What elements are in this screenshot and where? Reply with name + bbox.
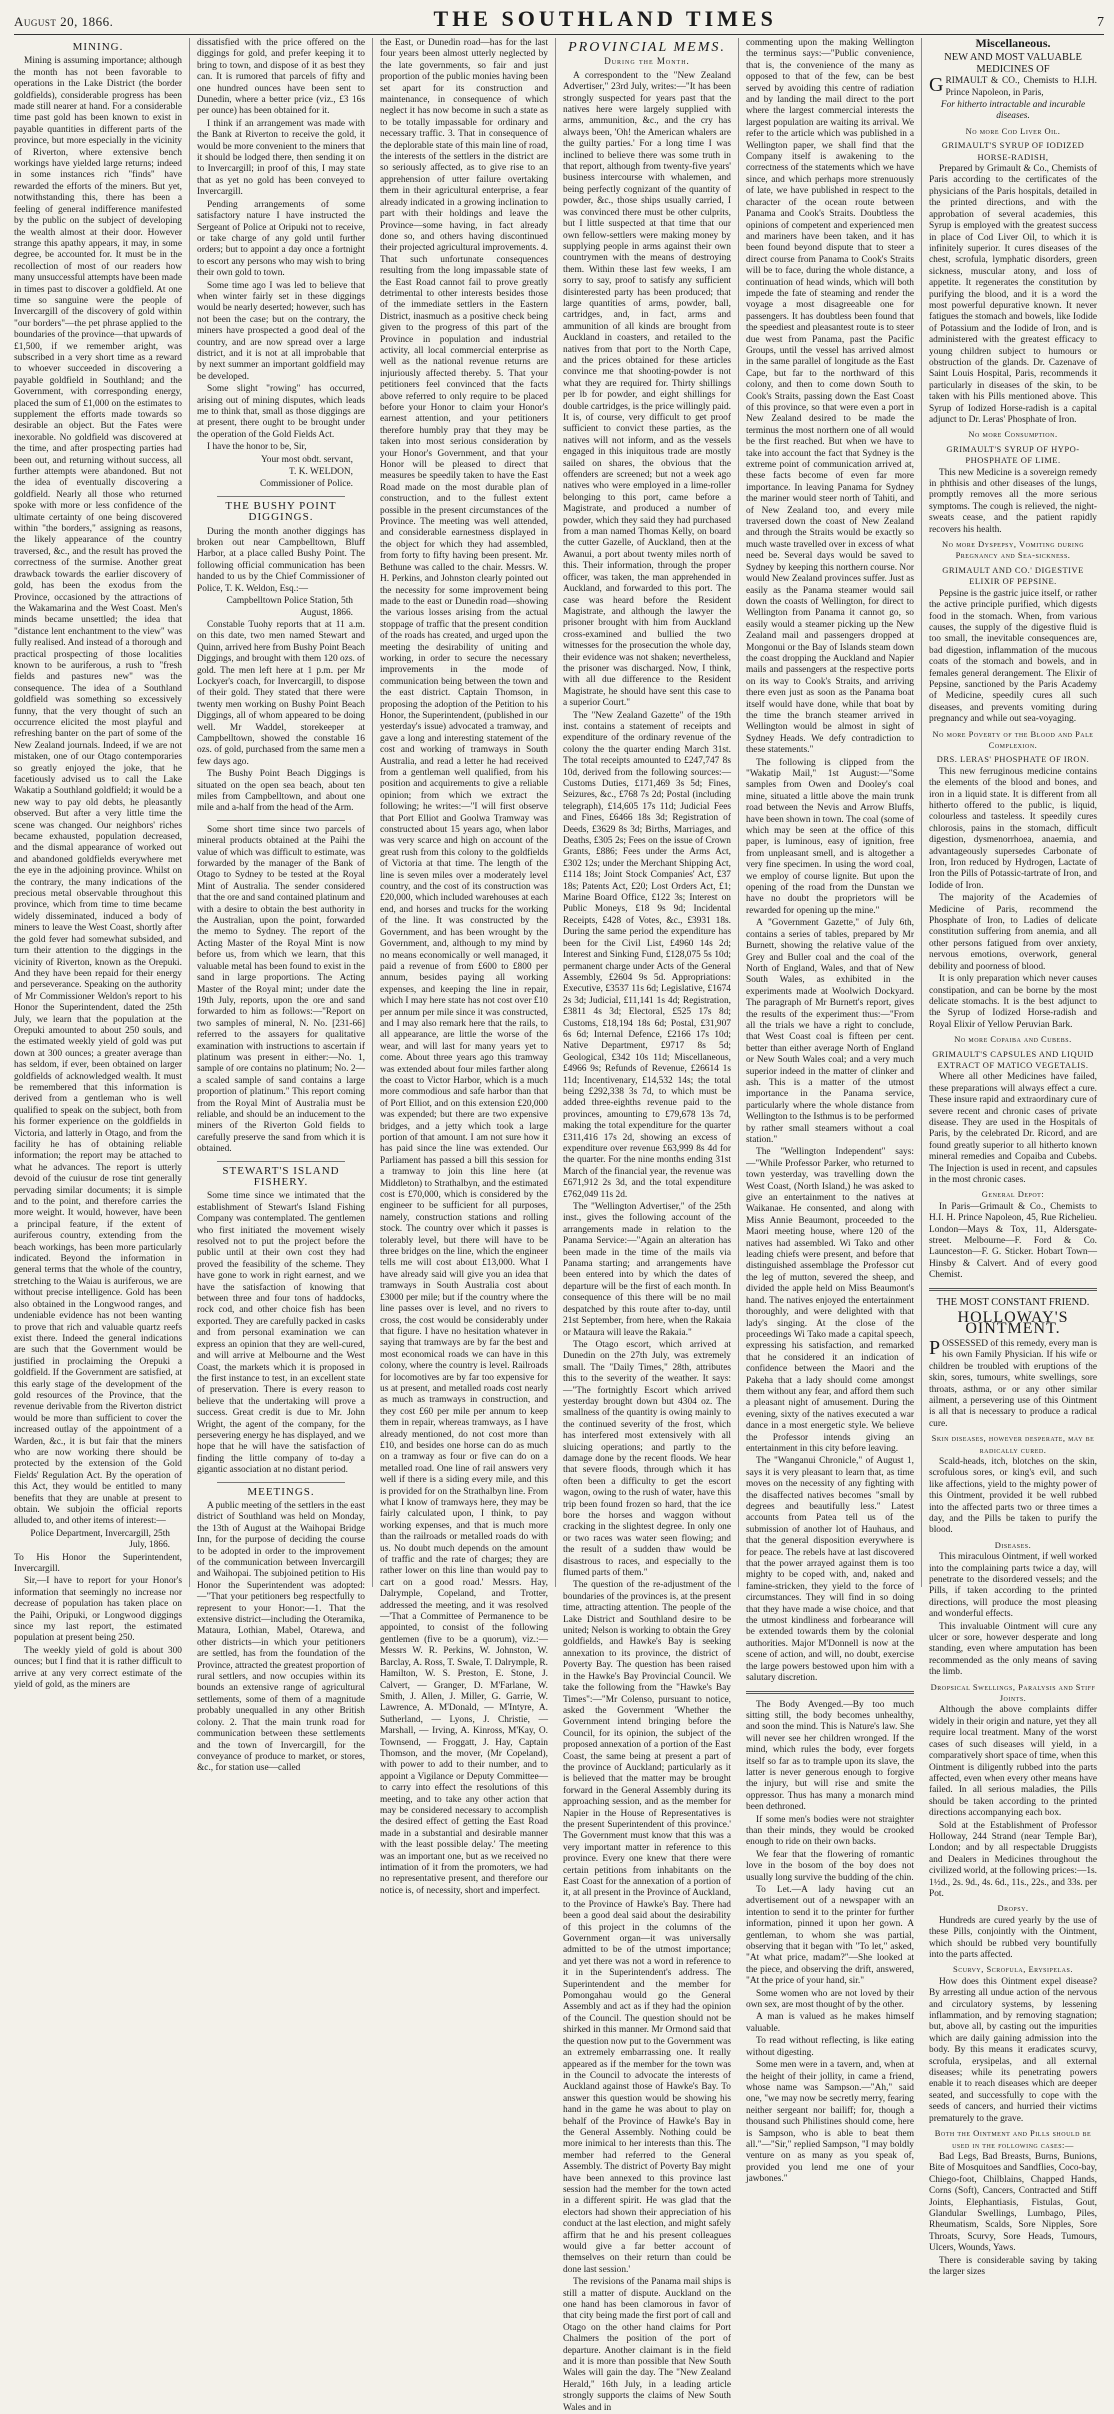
divider	[217, 1161, 345, 1162]
divider	[929, 1288, 1097, 1291]
newspaper-title: THE SOUTHLAND TIMES	[433, 6, 777, 31]
signature-line: Your most obdt. servant,	[260, 454, 353, 465]
article-paragraph: During the month another diggings has broken out near Campbelltown, Bluff Harbor, at a place called Bushy Point. The following official communication has been handed to us by the Chief Commissioner of Police, T. K. Weldon, Esq.:—	[197, 526, 365, 594]
article-paragraph: Pending arrangements of some satisfactory nature I have instructed the Sergeant of Police at Oripuki not to receive, or take charge of any gold until further orders; but to appoint a day once a fortnight to escort any persons who may wish to bring their own gold to town.	[197, 199, 365, 279]
advert-subheading: GRIMAULT'S SYRUP OF IODIZED HORSE-RADISH,	[941, 140, 1085, 162]
article-paragraph: Constable Tuohy reports that at 11 a.m. on this date, two men named Stewart and Quinn, arrived here from Bushy Point Beach Diggings, and brought with them 120 ozs. of gold. The men left here at 1 p.m. per Mr Lockyer's coach, for Invercargill, to dispose of their gold. They stated that there were twenty men working on Bushy Point Beach Diggings, all of whom appeared to be doing well. Mr Waddel, storekeeper at Campbelltown, showed the constable 16 ozs. of gold, purchased from the same men a few days ago.	[197, 619, 365, 767]
divider	[217, 1482, 345, 1483]
miscellaneous-heading: Miscellaneous.	[975, 36, 1051, 50]
advert-paragraph: Where all other Medicines have failed, these preparations will always effect a cure. These insure rapid and extraordinary cure of severe recent and chronic cases of private disease. They are used in the Hospitals of Paris, by the celebrated Dr. Ricord, and are found greatly superior to all hitherto known mineral remedies and Copaiba and Cubebs. The Injection is used in recent, and capsules in the most chronic cases.	[929, 1072, 1097, 1185]
column-1	[14, 38, 189, 1691]
article-paragraph: Some women who are not loved by their own sex, are most thought of by the other.	[746, 1988, 914, 2011]
mining-heading: MINING.	[72, 41, 124, 53]
article-paragraph: The "Wellington Advertiser," of the 25th inst., gives the following account of the arrangements made in relation to the Panama Service:—"Again an alteration has been made in the time of the mails via Panama starting; and arrangements have been entered into by which the dates of departure will be the first of each month. In consequence of this there will be no mail despatched by this route after to-day, until 21st September, from here, when the Rakaia or Mataura will leave the Rakaia."	[563, 1202, 731, 1338]
advert-paragraph: Scald-heads, itch, blotches on the skin, scrofulous sores, or king's evil, and such like affections, yield to the mighty power of this Ointment, provided it be well rubbed into the affected parts two or three times a day, and the Pills be taken to purify the blood.	[929, 1456, 1097, 1536]
article-paragraph: The Body Avenged.—By too much sitting still, the body becomes unhealthy, and soon the mind. This is Nature's law. She will never see her children wronged. If the mind, which rules the body, ever forgets itself so far as to trample upon its slave, the latter is never generous enough to forgive the injury, but will rise and smite the oppressor. Thus has many a monarch mind been dethroned.	[746, 1699, 914, 1813]
advert-subheading: Scurvy, Scrofula, Erysipelas.	[953, 1964, 1073, 1975]
article-paragraph: We fear that the flowering of romantic love in the bosom of the boy does not usually long survive the budding of the chin.	[746, 1849, 914, 1883]
article-paragraph: A man is valued as he makes himself valuable.	[746, 2012, 914, 2034]
advert-paragraph: The majority of the Academies of Medicine of Paris, recommend the Phosphate of Iron, to Ladies of delicate constitution suffering from anemia, and all other persons fatigued from over anxiety, nervous emotions, overwork, general debility and poorness of blood.	[929, 893, 1097, 972]
article-paragraph: The Bushy Point Beach Diggings is situated on the open sea beach, about ten miles from Campbelltown, and about one mile and a-half from the head of the Arm.	[197, 769, 365, 814]
advert-subheading: Skin diseases, however desperate, may be radically cured.	[931, 1433, 1095, 1455]
article-paragraph: commenting upon the making Wellington the terminus says:—"Public convenience, that is, the convenience of the many as opposed to that of the few, can be best served by avoiding this centre of radiation and by landing the mail direct to the port where the largest commercial interests the largest population are waiting its arrival. We refer to the article which was published in a Wellington paper, we shall find that the Company itself is awakening to the correctness of the statements which we have since, and which perhaps more strenuously of late, we have published in respect to the character of the ocean route between Panama and Cook's Straits. Doubtless the opinions of competent and experienced men and mariners have been taken, and it has been found beyond dispute that to steer a direct course from Panama to Cook's Straits will be to face, during the whole distance, a continuation of head winds, which will both impede the fate of steaming and render the voyage a most disagreeable one for passengers. It has doubtless been found that the speediest and pleasantest route is to steer due west from Panama, past the Pacific Groups, until the vessel has arrived almost in the same parallel of longitude as the East Cape, but far to the northward of this colony, and then to come down South to Cook's Straits, passing down the East Coast of this province, so that were even a port in New Zealand desired to be made the terminus the most northern one of all would be the first reached. But when we have to take into account the fact that Sydney is the extreme point of communication arrived at, these facts become of even far more importance. In leaving Panama for Sydney the mariner would steer north of Tahiti, and of New Zealand too, and every mile traversed down the coast of New Zealand and through the Straits would be exactly so much waste travelled over in excess of what need be. Several days would be saved to Sydney by keeping this northern course. Nor would New Zealand provinces suffer. Just as easily as the Panama steamer would sail down the coasts of Wellington, for direct to Wellington from Panama it cannot go, so easily would a steamer picking up the New Zealand mail and passengers dropped at Mongonui or the Bay of Islands steam down the coast dropping the Auckland and Napier mails and passengers at the respective ports on its way to Cook's Straits, and arriving there even just as soon as the Panama boat itself would have done, while that boat by the time the branch steamer arrived in Wellington would be almost in sight of Sydney Heads. We defy contradiction to these statements."	[746, 38, 914, 756]
advert-subheading: Diseases.	[994, 1539, 1032, 1550]
letter-dateline: Campbelltown Police Station, 5th August, 1866.	[226, 596, 353, 618]
advert-subheading: Dropsy.	[997, 1903, 1029, 1914]
advert-subheading: GRIMAULT AND CO.' DIGESTIVE ELIXIR OF PEPSINE.	[942, 564, 1084, 587]
advert-paragraph: There is considerable saving by taking the larger sizes	[929, 2255, 1097, 2277]
advert-paragraph: This new ferruginous medicine contains the elements of the blood and bones, and iron in a liquid state. It is different from all hitherto offered to the public, is liquid, colourless and tasteless. It speedily cures chlorosis, pains in the stomach, difficult digestion, dysmenorrhoea, anaemia, and advantageously supersedes Carbonate of Iron, Iron reduced by Hydrogen, Lactate of Iron the Pills of Potassic-tartrate of Iron, and Iodide of Iron.	[929, 766, 1097, 891]
column-3	[372, 38, 555, 1896]
advert-line: GRIMAULT & CO., Chemists to H.I.H. Prince Napoleon, in Paris,	[929, 74, 1097, 98]
advert-heading: NEW AND MOST VALUABLE MEDICINES OF	[944, 52, 1082, 75]
article-paragraph: Some short time since two parcels of mineral products obtained at the Paihi the value of which was difficult to estimate, was forwarded by the manager of the Bank of Otago to Sydney to be tested at the Royal Mint of Australia. The sender considered that the ore and sand contained platinum and with a desire to obtain the best authority in the Australian, upon the point, forwarded the memo to Sydney. The report of the Acting Master of the Royal Mint is now before us, from which we learn, that this valuable metal has been found to exist in the sand in large proportions. The Acting Master of the Royal mint; under date the 19th July, reports, upon the ore and sand forwarded to him as follows:—"Report on two samples of mineral, N. No. [231-66] referred to the assayers for qualitative examination with instructions to ascertain if platinum was present in either:—No. 1, sample of ore contains no platinum; No. 2—a scaled sample of sand contains a large proportion of platinum." This report coming from the Royal Mint of Australia must be reliable, and should be an inducement to the miners of the Riverton Gold fields to carefully preserve the sand from which it is obtained.	[197, 824, 365, 1155]
article-paragraph: The following is clipped from the "Wakatip Mail," 1st August:—"Some samples from Owen and Dooley's coal mine, situated a little above the main trunk road between the Nevis and Arrow Bluffs, have been shown in town. The coal (some of which may be seen at the office of this paper, is luminous, easy of ignition, free from unpleasant smell, and is altogether a very fine specimen. In using the word coal, we employ of course lignite. But upon the opening of the road from the Dunstan we have no doubt the proprietors will be rewarded for opening up the mine."	[746, 757, 914, 916]
columns	[14, 36, 1104, 2413]
article-paragraph: The "Wanganui Chronicle," of August 1, says it is very pleasant to learn that, as time moves on the necessity of any fighting with the disaffected natives becomes "small by degrees and beautifully less." Latest accounts from Patea tell us of the submission of another lot of Hauhaus, and that the general disposition everywhere is for peace. The rebels have at last discovered that the power arrayed against them is too mighty to be coped with, and, naked and famine-stricken, they yield to the force of circumstances. They will find in so doing that they have made a wise choice, and that the utmost kindliness and forbearance will be extended towards them by the colonial authorities. Major M'Donnell is now at the scene of action, and will, no doubt, exercise the large powers bestowed upon him with a salutary discretion.	[746, 1456, 914, 1684]
article-paragraph: The revisions of the Panama mail ships is still a matter of dispute. Auckland on the one hand has been clamorous in favor of that city being made the first port of call and Otago on the other hand claims for Port Chalmers the position of the port of departure. Another claimant is in the field and it is more than possible that New South Wales will gain the day. The "New Zealand Herald," 16th July, in a leading article strongly supports the claims of New South Wales and in	[563, 2277, 731, 2413]
provincial-mems-heading: PROVINCIAL MEMS.	[568, 40, 726, 55]
column-4	[555, 38, 738, 2413]
advert-paragraph: In Paris—Grimault & Co., Chemists to H.I. H. Prince Napoleon, 45, Rue Richelieu. London—Mays & Tox, 11, Aldersgate-street. Melbourne—F. Ford & Co. Launceston—F. G. Sticker. Hobart Town—Hinsby & Calvert. And of every good Chemist.	[929, 1201, 1097, 1281]
signature-title: Commissioner of Police.	[260, 479, 353, 490]
article-paragraph: The "Wellington Independent" says:—"While Professor Parker, who returned to town yesterday, was travelling down the West Coast, (North Island,) he was asked to give an entertainment to the natives at Waikanae. He consented, and along with Miss Annie Beaumont, proceeded to the Maori meeting house, where 120 of the natives had assembled. Wi Tako and other leading chiefs were present, and before that distinguished assemblage the Professor cut the leg of mutton, severed the sheep, and divided the apple held on Miss Beaumont's hand. The natives enjoyed the entertainment thoroughly, and were delighted with that lady's singing. At the close of the proceedings Wi Tako made a capital speech, expressing his satisfaction, and remarked that he considered it an indication of confidence between the Maori and the Pakeha that a lady should come amongst them without any fear, and afford them such a pleasant night of amusement. During the evening, sixty of the natives executed a war dance in a most energetic style. We believe the Professor intends giving an entertainment in this city before leaving.	[746, 1147, 914, 1454]
article-paragraph: A correspondent to the "New Zealand Advertiser," 23rd July, writes:—"It has been strongly suspected for years past that the natives here were largely supplied with arms, ammunition, &c., and the cry has always been, 'Oh! the American whalers are the guilty parties.' For a long time I was inclined to believe there was some truth in that report, although from twenty-five years' business intercourse with whalemen, and being perfectly cognizant of the quantity of powder, &c., those ships usually carried, I was convinced there must be other culprits, but I little suspected at that time that our own fellow-settlers were making money by supplying people in arms against their own countrymen with the means of destroying them. Within these last few weeks, I am sorry to say, proof to satisfy any sufficient disinterested party has been produced; that large quantities of arms, powder, ball, cartridges, and, in fact, arms and ammunition of all kinds are brought from Auckland in coasters, and retailed to the natives from that port to the North Cape, and the prices obtained for these articles convince me that shooting-powder is not what they are required for. Thirty shillings per lb for powder, and eight shillings for double cartridges, is the price willingly paid. It is, of course, very difficult to get proof sufficient to convict these parties, as the natives will not inform, and as the vessels engaged in this iniquitous trade are mostly sailed on shares, the obvious that the offenders are screened; but not a week ago natives who were employed in a lime-roller belonging to this port, came before a Magistrate, and produced a number of powder, which they said they had purchased from a man named Thomas Kelly, on board the cutter Gazelle, of Auckland, then at the Awanui, a port about twenty miles north of this. Their information, through the proper officer, was taken, the man apprehended in Auckland, and forwarded to this port. The case was heard before the Resident Magistrate, and although the lawyer the prisoner brought with him from Auckland cross-examined and bullied the two witnesses for the prosecution the whole day, their evidence was not shaken; nevertheless, the prisoner was discharged. Now, I think, with all due difference to the Resident Magistrate, he should have sent this case to a superior Court."	[563, 70, 731, 709]
article-paragraph: Some time since we intimated that the establishment of Stewart's Island Fishing Company was contemplated. The gentlemen who first initiated the movement wisely resolved not to put the project before the public until at their own cost they had proved the feasibility of the scheme. They have gone to work in right earnest, and we have the satisfaction of knowing that between three and four tons of haddocks, rock cod, and other choice fish has been exported. They are carefully packed in casks and from personal examination we can express an opinion that they are well-cured, and will arrive at Melbourne and the West Coast, the markets which it is proposed in the first instance to test, in an excellent state of preservation. There is every reason to believe that the undertaking will prove a success. Great credit is due to Mr. John Wright, the agent of the company, for the persevering energy he has displayed, and we hope that he will have the satisfaction of finding the little company of to-day a gigantic association at no distant period.	[197, 1191, 365, 1476]
advert-paragraph: Bad Legs, Bad Breasts, Burns, Bunions, Bite of Mosquitoes and Sandflies, Coco-bay, Chiego-foot, Chilblains, Chapped Hands, Corns (Soft), Cancers, Contracted and Stiff Joints, Elephantiasis, Fistulas, Gout, Glandular Swellings, Lumbago, Piles, Rheumatism, Scalds, Sore Nipples, Sore Throats, Scurvy, Sore Heads, Tumours, Ulcers, Wounds, Yaws.	[929, 2151, 1097, 2254]
advert-paragraph: It is only preparation which never causes constipation, and can be borne by the most delicate stomachs. It is the best adjunct to the Syrup of Iodized Horse-radish and Royal Elixir of Yellow Peruvian Bark.	[929, 974, 1097, 1030]
advert-subheading: DRS. LERAS' PHOSPHATE OF IRON.	[936, 754, 1090, 765]
advert-subheading: GRIMAULT'S CAPSULES AND LIQUID EXTRACT OF MATICO VEGETALIS.	[932, 1048, 1094, 1070]
article-paragraph: If some men's bodies were not straighter than their minds, they would be crooked enough to ride on their own backs.	[746, 1814, 914, 1848]
article-paragraph: The Otago escort, which arrived at Dunedin on the 27th July, was extremely small. The "Daily Times," 28th, attributes this to the severity of the weather. It says:—"The fortnightly Escort which arrived yesterday brought down but 4304 oz. The smallness of the quantity is owing mainly to the continued severity of the frost, which has interfered most extensively with all sluicing operations; and partly to the damage done by the recent floods. We hear that severe floods, through which it has often been a difficulty to get the escort wagon, owing to the rush of water, have this trip been found frozen so hard, that the ice bore the horses and waggon without cracking in the slightest degree. In only one or two races was water seen flowing; and the result of a sudden thaw would be disastrous to races, and especially to the flumed parts of them."	[563, 1339, 731, 1579]
column-2	[189, 38, 372, 1774]
letter-dateline: Police Department, Invercargill, 25th July, 1866.	[30, 1528, 170, 1551]
article-paragraph: To Let.—A lady having cut an advertisement out of a newspaper with an intention to send it to the printer for further information, pinned it upon her gown. A gentleman, to whom she was partial, observing that it began with "To let," asked, "At what price, madam?"—She looked at the piece, and observing the drift, answered, "At the price of your hand, sir."	[746, 1885, 914, 1987]
divider	[746, 1691, 914, 1694]
signature-name: T. K. WELDON,	[289, 467, 353, 478]
advert-paragraph: How does this Ointment expel disease? By arresting all undue action of the nervous and circulatory systems, by lessening inflammation, and by removing stagnation; but, above all, by casting out the impurities which are daily gaining admission into the body. By this means it eradicates scurvy, scrofula, erysipelas, and all external diseases; while its penetrating powers enable it to reach diseases which are deeper seated, and successfully to cope with the seeds of cancers, and hurried their victims prematurely to the grave.	[929, 1976, 1097, 2124]
advert-paragraph: Pepsine is the gastric juice itself, or rather the active principle purified, which digests food in the stomach. When, from various causes, the supply of the digestive fluid is too small, the inevitable consequences are, bad digestion, inflammation of the mucous coats of the stomach and bowels, and in females general derangement. The Elixir of Pepsine, sanctioned by the Paris Academy of Medicine, speedily cures all such diseases, and prevents vomiting during pregnancy and while out sea-voyaging.	[929, 588, 1097, 725]
holloway-title: HOLLOWAY'S OINTMENT.	[957, 1309, 1069, 1338]
article-paragraph: The question of the re-adjustment of the boundaries of the provinces is, at the present time, attracting attention. The people of the Lake District and Southland desire to be united; Nelson is working to obtain the Grey goldfields, and Hawke's Bay is seeking annexation to its province, the district of Poverty Bay. The question has been raised in the Hawke's Bay Provincial Council. We take the following from the "Hawke's Bay Times":—"Mr Colenso, pursuant to notice, asked the Government 'Whether the Government intend bringing before the Council, for its opinion, the subject of the proposed annexation of a portion of the East Coast, the same being at present a part of the province of Auckland; particularly as it is believed that the matter may be brought forward in the General Assembly during its approaching session, and as the member for Napier in the House of Representatives is the present Superintendent of this province.' The Government must know that this was a very important matter in reference to this province. Every one knew that there were certain petitions from inhabitants on the East Coast for the annexation of a portion of it, at all present in the Province of Auckland, to the Province of Hawke's Bay. There had been a good deal said about the desirability of this project in the columns of the Government organ—it was universally admitted to be of the utmost importance; and yet there was not a word in reference to it in the Superintendent's address. The Superintendent and the member for Pomongahau would go the General Assembly and act as if they had the opinion of the Council. The question should not be shirked in this manner. Mr Ormond said that the question now put to the Government was an extremely embarrassing one. It really appeared as if the member for the town was in the Council to advocate the interests of Auckland against those of Hawke's Bay. To answer this question would be showing his hand in the game he was about to play on behalf of the Province of Hawke's Bay in the General Assembly. Nothing could be more inimical to her interests than this. The member had referred to the General Assembly. The district of Poverty Bay might have been annexed to this province last session had the member for the town acted in a different spirit. He was glad that the electors had shown their appreciation of his conduct at the last election, and might safely affirm that he and his present colleagues would give a far better account of themselves on their return than could be done last session.'	[563, 1580, 731, 2275]
article-paragraph: A public meeting of the settlers in the east district of Southland was held on Monday, the 13th of August at the Waihopai Bridge Inn, for the purpose of deciding the course to be adopted in order to the improvement of the communication between Invercargill and Waihopai. The subjoined petition to His Honor the Superintendent was adopted:—"That your petitioners beg respectfully to represent to your Honor:—1. That the extensive district—including the Oteramika, Mataura, Lothian, Mabel, Otarewa, and other districts—in which your petitioners are settled, has from the foundation of the Province, attracted the greatest proportion of rural settlers, and now occupies within its bounds an extensive range of agricultural settlements, some of them of a magnitude probably unequalled in any other British colony. 2. That the main trunk road for communication between these settlements and the town of Invercargill, for the conveyance of produce to market, or stores, &c., for station use—called	[197, 1500, 365, 1774]
meetings-heading: MEETINGS.	[247, 1485, 315, 1498]
issue-date: August 20, 1866.	[14, 14, 114, 29]
article-paragraph: Some time ago I was led to believe that when winter fairly set in these diggings would be nearly deserted; however, such has not been the case; but on the contrary, the miners have prospected a good deal of the country, and are now spread over a large district, and it is not at all improbable that by next summer an important goldfield may be developed.	[197, 280, 365, 382]
letter-address: To His Honor the Superintendent, Invercargill.	[14, 1552, 182, 1575]
article-paragraph: The weekly yield of gold is about 300 ounces; but I find that it is rather difficult to arrive at any very correct estimate of the yield of gold, as the miners are	[14, 1645, 182, 1691]
advert-subheading: No more Dyspepsy, Vomiting during Pregnancy and Sea-sickness.	[941, 539, 1085, 561]
article-paragraph: dissatisfied with the price offered on the diggings for gold, and prefer keeping it to bring to town, and dispose of it as best they can. It is rumored that parcels of fifty and one hundred ounces have been sent to Dunedin, where a better price (viz., £3 16s per ounce) has been obtained for it.	[197, 38, 365, 117]
advert-paragraph: Prepared by Grimault & Co., Chemists of Paris according to the certificates of the physicians of the Paris hospitals, detailed in the printed directions, and with the approbation of several academies, this Syrup is employed with the greatest success in place of Cod Liver Oil, to which it is infinitely superior. It cures diseases of the chest, scrofula, lymphatic disorders, green sickness, muscular atony, and loss of appetite. It regenerates the constitution by purifying the blood, and it is a word the most powerful depurative known. It never fatigues the stomach and bowels, like Iodide of Potassium and the Iodide of Iron, and is administered with the greatest efficacy to young children subject to humours or obstruction of the glands. Dr. Cazenave of Saint Louis Hospital, Paris, recommends it particularly in diseases of the skin, to be taken with his Pills mentioned above. This Syrup of Iodized Horse-radish is a capital adjunct to Dr. Leras' Phosphate of Iron.	[929, 164, 1097, 425]
article-paragraph: The "New Zealand Gazette" of the 19th inst. contains a statement of receipts and expenditure of the ordinary revenue of the colony the the quarter ending March 31st. The total receipts amounted to £247,747 8s 10d, derived from the following sources:—Customs Duties, £171,469 3s 5d; Fines, Seizures, &c., £768 7s 2d; Postal (including telegraph), £14,605 17s 11d; Judicial Fees and Fines, £6466 18s 3d; Registration of Deeds, £3629 8s 3d; Births, Marriages, and Deaths, £305 2s; Fees on the issue of Crown Grants, £886; Fees under the Arms Act, £302 12s; under the Merchant Shipping Act, £114 18s; Joint Stock Companies' Act, £37 18s; Patents Act, £20; Lost Orders Act, £1; Marine Board Office, £122 3s; Interest on Public Moneys, £18 9s 9d; Incidental Receipts, £428 of Votes, &c., £3931 18s. During the same period the expenditure has been for the Civil List, £4960 14s 2d; Interest and Sinking Fund, £128,075 5s 10d; permanent charge under Acts of the General Assembly, £2604 9s 5d. Appropriations: Executive, £3537 11s 6d; Legislative, £1674 2s 3d; Judicial, £11,141 1s 4d; Registration, £3811 4s 3d; Electoral, £525 17s 8d; Customs, £18,194 18s 6d; Postal, £31,907 6s 6d; Internal Defence, £2166 17s 10d; Native Department, £9717 8s 5d; Geological, £342 10s 11d; Miscellaneous, £4966 9s; Refunds of Revenue, £26614 1s 11d; Incentivenary, £14,532 14s; the total being £292,338 3s 7d, to which must be added three-eighths revenue paid to the provinces, amounting to £79,678 13s 7d, making the total expenditure for the quarter £311,416 17s 2d, showing an excess of expenditure over revenue £63,999 8s 4d for the quarter. For the nine months ending 31st March of the financial year, the revenue was £671,912 2s 3d, and the total expenditure £762,049 11s 2d.	[563, 710, 731, 1200]
provincial-mems-subheading: During the Month.	[604, 56, 690, 67]
article-paragraph: I have the honor to be, Sir,	[207, 442, 307, 453]
advert-heading: THE MOST CONSTANT FRIEND.	[936, 1296, 1090, 1308]
advert-paragraph: This new Medicine is a sovereign remedy in phthisis and other diseases of the lungs, promptly removes all the more serious symptoms. The cough is relieved, the night-sweats cease, and the patient rapidly recovers his health.	[929, 467, 1097, 535]
bushy-point-heading: THE BUSHY POINT DIGGINGS.	[225, 499, 337, 524]
advert-paragraph: Sold at the Establishment of Professor Holloway, 244 Strand (near Temple Bar), London; and by all respectable Druggists and Dealers in Medicines throughout the civilized world, at the following prices:—1s. 1½d., 2s. 9d., 4s. 6d., 11s., 22s., and 33s. per Pot.	[929, 1820, 1097, 1899]
column-5	[738, 38, 921, 2185]
masthead	[14, 6, 1104, 35]
advert-paragraph: Hundreds are cured yearly by the use of these Pills, conjointly with the Ointment, which should be rubbed very bountifully into the parts affected.	[929, 1915, 1097, 1960]
advert-line: For hitherto intractable and incurable diseases.	[940, 100, 1086, 122]
article-paragraph: Mining is assuming importance; although the month has not been favorable to operations in the Lake District (the border goldfields), considerable progress has been made still nearer at hand. For a considerable time past gold has been known to exist in payable quantities in different parts of the province, but more especially in the vicinity of Riverton, where extensive bench workings have yielded large returns; indeed in some instances rich "finds" have rewarded the efforts of the miners. But yet, notwithstanding this, there has been a feeling of general indifference manifested by the public on the subject of developing the wealth almost at their door. However strange this apathy appears, it may, in some degree, be accounted for. It must be in the recollection of most of our readers how many unsuccessful attempts have been made in times past to discover a goldfield. At one time so sanguine were the people of Invercargill of the discovery of gold within "our borders"—the pet phrase applied to the boundaries of the province—that upwards of £1,500, if we remember aright, was subscribed in a very short time as a reward to whoever succeeded in discovering a payable goldfield in Southland; and the Government, with corresponding energy, placed the sum of £1,000 on the estimates to supplement the efforts made towards so desirable an object. But the Fates were inexorable. No goldfield was discovered at the time, and after prospecting parties had been out, and returning without success, all further attempts were abandoned. But not the idea of eventually discovering a goldfield. Nearly all those who returned spoke with more or less confidence of the ultimate certainty of one being discovered within "the borders," assigning as reasons, the likely appearance of the country traversed, &c., and the result has proved the correctness of the surmise. Another great drawback towards the earlier discovery of gold, has been the exodus from the Province, occasioned by the attractions of the Wakamarina and the West Coast. Men's minds became unsettled; the idea that "distance lent enchantment to the view" was fully realised. And instead of a thorough and practical prospecting of those localities known to be auriferous, a rush to "fresh fields and pastures new" was the consequence. The idea of a Southland goldfield was something so excessively funny, that the very thought of such an occurrence elicited the most playful and refreshing banter on the part of some of the New Zealand journals. Indeed, if we are not mistaken, one of our Otago contemporaries so greatly enjoyed the joke, that he facetiously advised us to call the Lake Wakatip a Southland goldfield; it would be a new way to pay old debts, he pleasantly observed. But after a very little time the scene was changed. Our neighbors' riches became exhausted, population decreased, and the dismal appearance of worked out and abandoned goldfields everywhere met the eye in the adjoining province. Whilst on the contrary, the many indications of the precious metal observable throughout this province, which from time to time became widely disseminated, induced a body of miners to leave the West Coast, shortly after the gold fever had somewhat subsided, and turn their attention to the diggings in the vicinity of Riverton, known as the Orepuki. And they have been repaid for their energy and perseverance. Speaking on the authority of Mr Commissioner Weldon's report to his Honor the Superintendent, dated the 25th July, we learn that the population at the Orepuki amounted to about 250 souls, and the estimated weekly yield of gold was put down at 300 ounces; a greater average than has seldom, if ever, been obtained on larger goldfields of acknowledged wealth. It must be remembered that this information is derived from a gentleman who is well qualified to speak on the subject, both from his former experience on the goldfields in Victoria, and latterly in Otago, and from the facility he has of obtaining reliable information; the report may be attached to what he advances. The report is utterly devoid of the cuiusur de rose tint generally pervading similar documents; it is simple and to the point, and therefore carries the more weight. It would, however, have been a principal feature, if the extent of auriferous country, extending from the beach workings, has been more particularly indicated. Beyond the information in general terms that the whole of the country, stretching to the Waiau is auriferous, we are without precise intelligence. Gold has been also obtained in the Longwood ranges, and undeniable evidence has not been wanting to prove that rich and valuable quartz reefs exist there. Indeed the general indications are such that the Government would be justified in proclaiming the Orepuki a goldfield. If the Government are satisfied, at this early stage of the development of the gold resources of the Province, that the revenue derivable from the Riverton district would be more than sufficient to cover the increased outlay of the appointment of a Warden, &c., it is but fair that the miners who are now working there should be protected by the extension of the Gold Fields' Regulation Act. By the operation of this Act, they would be entitled to many benefits that they are unable at present to obtain. We subjoin the official reports alluded to, and other items of interest:—	[14, 56, 182, 1527]
advert-subheading: Dropsical Swellings, Paralysis and Stiff Joints.	[930, 1681, 1096, 1704]
advert-paragraph: Although the above complaints differ widely in their origin and nature, yet they all require local treatment. Many of the worst cases of such diseases will yield, in a comparatively short space of time, when this Ointment is diligently rubbed into the parts affected, even when every other means have failed. In all serious maladies, the Pills should be taken according to the printed directions accompanying each box.	[929, 1705, 1097, 1819]
advert-subheading: No more Cod Liver Oil.	[965, 125, 1061, 136]
advert-subheading: Both the Ointment and Pills should be used in the following cases:—	[934, 2128, 1092, 2150]
advert-subheading: General Depot:	[981, 1189, 1045, 1200]
article-paragraph: A "Government Gazette," of July 6th, contains a series of tables, prepared by Mr Burnett, showing the relative value of the Grey and Buller coal and the coal of the North of England, Wales, and that of New South Wales, as exhibited in the experiments made at Woolwich Dockyard. The paragraph of Mr Burnett's report, gives the results of the experiment thus:—"From all the trials we have a right to conclude, that West Coast coal is fifteen per cent. better than either average North of England or New South Wales coal; and a very much superior indeed in the matter of clinker and ash. This is a matter of the utmost importance in the Panama service, particularly where the whole distance from Wellington to the Isthmus is to be performed by rather small steamers without a coal station."	[746, 918, 914, 1145]
article-paragraph: Some men were in a tavern, and, when at the height of their jollity, in came a friend, whose name was Sampson.—"Ah," said one, "we may now be secretly merry, fearing neither sergeant nor bailiff; for, though a thousand such Philistines should come, here is Sampson, who is able to beat them all."—"Sir," replied Sampson, "I may boldly venture on as many as you speak of, provided you lend me one of your jawbones."	[746, 2060, 914, 2185]
advert-subheading: No more Poverty of the Blood and Pale Complexion.	[932, 728, 1094, 750]
advert-paragraph: This invaluable Ointment will cure any ulcer or sore, however desperate and long standing, even where amputation has been recommended as the only means of saving the limb.	[929, 1621, 1097, 1678]
advert-subheading: No more Copaiba and Cubebs.	[954, 1034, 1072, 1045]
advert-paragraph: This miraculous Ointment, if well worked into the complaining parts twice a day, will penetrate to the disordered vessels; and the Pills, if taken according to the printed directions, will produce the most pleasing and wonderful effects.	[929, 1552, 1097, 1620]
divider	[217, 820, 345, 821]
advert-paragraph: POSSESSED of this remedy, every man is his own Family Physician. If his wife or children be troubled with eruptions of the skin, sores, tumours, white swellings, sore throats, asthma, or or any other similar ailment, a persevering use of this Ointment is all that is necessary to produce a radical cure.	[929, 1336, 1097, 1429]
page-number: 7	[1096, 15, 1104, 30]
advert-subheading: No more Consumption.	[968, 429, 1058, 440]
fishery-heading: STEWART'S ISLAND FISHERY.	[222, 1164, 340, 1188]
divider	[217, 496, 345, 497]
article-paragraph: To read without reflecting, is like eating without digesting.	[746, 2036, 914, 2058]
column-6	[921, 36, 1104, 2277]
article-paragraph: Sir,—I have to report for your Honor's information that seemingly no increase nor decrease of population has taken place on the Paihi, Oripuki, or Longwood diggings since my last report, the estimated population at present being 250.	[14, 1576, 182, 1644]
article-paragraph: the East, or Dunedin road—has for the last four years been almost utterly neglected by the late governments, so fair and just proportion of the public monies having been set apart for its construction and maintenance, in consequence of which neglect it has now become in such a state as to be totally impassable for ordinary and necessary traffic. 3. That in consequence of the deplorable state of this main line of road, the interests of the settlers in the district are so seriously affected, as to give rise to an apprehension of utter failure overtaking them in their agricultural enterprise, a fear already indicated in a growing inclination to part with their holdings and leave the Province—some having, in fact already done so, and others having discontinued their projected agricultural improvements. 4. That such unfortunate consequences resulting from the long impassable state of the East Road cannot fail to prove greatly detrimental to other interests besides those of the immediate settlers in the Eastern District, inasmuch as a positive check being given to the progress of this part of the Province in population and industrial activity, all local commercial enterprise as well as the national revenue returns are injuriously affected thereby. 5. That your petitioners feel convinced that the facts above referred to only require to be placed before your Honor to claim your Honor's earnest attention, and your petitioners therefore humbly pray that they may be taken into most serious consideration by your Honor's Government, and that your Honor will be pleased to direct that measures be speedily taken to have the East Road made on the most durable plan of construction, and to the fullest extent possible in the present circumstances of the Province. The meeting was well attended, and considerable earnestness displayed in the object for which they had assembled, from forty to fifty having been present. Mr. Bethune was called to the chair. Messrs. W. H. Perkins, and Johnston clearly pointed out the necessity for some improvement being made to the east or Dunedin road—showing the various losses arising from the actual stoppage of traffic that the present condition of the roads has created, and urged upon the meeting the desirability of uniting and working, in order to secure the necessary improvements in the mode of communication being between the town and the east district. Captain Thomson, in proposing the adoption of the Petition to his Honor, the Superintendent, (published in our yesterday's issue) advocated a tramway, and gave a long and interesting statement of the cost and working of tramways in South Australia, and read a letter he had received from a gentleman well qualified, from his position and acquirements to give a reliable opinion; from which we extract the following; he writes:—"I will first observe that Port Elliot and Goolwa Tramway was constructed about 15 years ago, when labor was very scarce and high on account of the great rush from this colony to the goldfields of Victoria at that time. The length of the line is seven miles over a moderately level country, and the cost of its construction was £20,000, which included warehouses at each end, and horses and trucks for the working of the line. It was constructed by the Government, and has been wrought by the Government, and, although to my mind by no means economically or well managed, it paid a revenue of from £600 to £800 per annum, besides paying all working expenses, and keeping the line in repair, which I may here state has not cost over £10 per annum per mile since it was constructed, and I may also remark here that the rails, to all appearance, are little the worse of the wear, and will last for many years yet to come. About three years ago this tramway was extended about four miles farther along the coast to Victor Harbor, which is a much more commodious and safe harbor than that of Port Elliot, and on this extension £20,000 was expended; but there are two expensive bridges, and a jetty which took a large portion of that amount. I am not sure how it has paid since the line was extended. Our Parliament has passed a bill this session for a tramway to join this line here (at Middleton) to Strathalbyn, and the estimated cost is £70,000, which is considered by the engineer to be sufficient for all purposes, namely, construction stations and rolling stock. The country over which it passes is tolerably level, but there will have to be three bridges on the line, which the engineer tells me will cost about £13,000. What I have already said will give you an idea that tramways in South Australia cost about £3000 per mile; but if the country where the line passes over is level, and no rivers to cross, the cost would be considerably under that figure. I have no hesitation whatever in saying that tramways are by far the best and most economical roads we can have in this colony, where the country is level. Railroads for locomotives are by far too expensive for us at present, and metalled roads cost nearly as much as tramways in construction, and they cost £60 per mile per annum to keep them in repair, whereas tramways, as I have already mentioned, do not cost more than £10, and besides one horse can do as much on a tramway as four or five can do on a metalled road. One line of rail answers very well if there is a siding every mile, and this is provided for on the Strathalbyn line. From what I know of tramways here, they may be fairly calculated upon, I think, to pay working expenses, and that is much more than the railroads or metalled roads do with us. No doubt much depends on the amount of traffic and the rate of charges; they are rather lower on this line than would pay to cart on a good road.' Messrs. Hay, Dalrymple, Copeland, and Trotter, addressed the meeting, and it was resolved—'That a Committee of Permanence to be appointed, to consist of the following gentlemen (five to be a quorum), viz.:—Messrs W. R. Perkins, W. Johnston, W. Barclay, A. Ross, T. Swale, T. Dalrymple, R. Hamilton, W. S. Preston, E. Stone, J. Calvert, — Granger, D. M'Farlane, W. Smith, J. Allen, J. Miller, G. Garrie, W. Lawrence, A. M'Donald, — M'Intyre, A. Sutherland, — Lyons, J. Christie, —Marshall, — Irving, A. Kinross, M'Kay, O. Townsend, — Froggatt, J. Hay, Captain Thomson, and the mover, (Mr Copeland), with power to add to their number, and to appoint a Vigilance or Deputy Committee—to carry into effect the resolutions of this meeting, and to take any other action that may be considered necessary to accomplish the desired effect of getting the East Road made in a substantial and desirable manner with the least possible delay.' The meeting was an important one, but as we received no intimation of it from the promoters, we had no representative present, and therefore our notice is, of necessity, short and imperfect.	[380, 38, 548, 1896]
article-paragraph: Some slight "rowing" has occurred, arising out of mining disputes, which leads me to think that, small as those diggings are at present, there ought to be brought under the operation of the Gold Fields Act.	[197, 384, 365, 440]
article-paragraph: I think if an arrangement was made with the Bank at Riverton to receive the gold, it would be more convenient to the miners that it should be lodged there, then sending it on to Invercargill; in proof of this, I may state that as yet no gold has been conveyed to Invercargill.	[197, 118, 365, 198]
advert-subheading: GRIMAULT'S SYRUP OF HYPO-PHOSPHATE OF LIME.	[946, 443, 1080, 466]
